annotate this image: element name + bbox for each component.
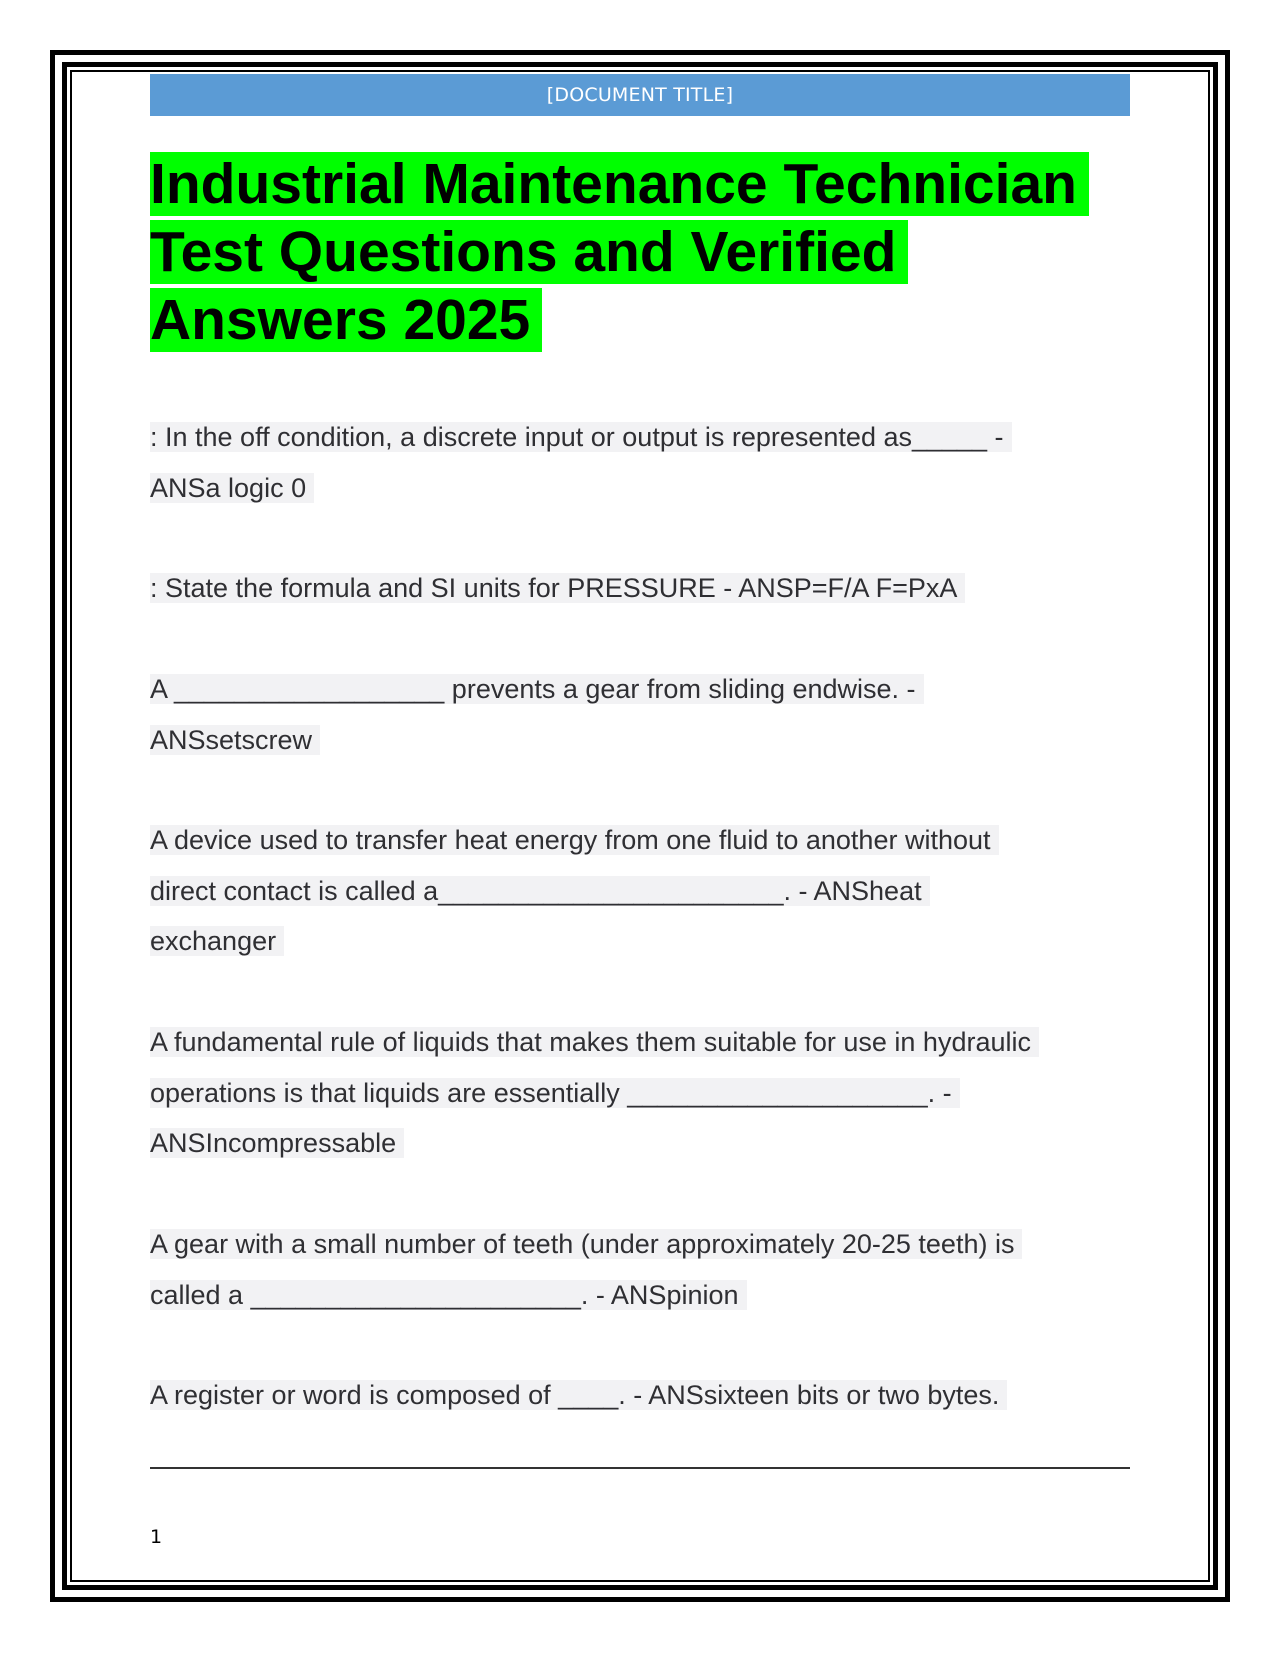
qa-item-3 [150,664,1140,765]
document-title-header [150,74,1130,116]
qa-item-7 [150,1370,1140,1421]
qa-item-4-line-1: A device used to transfer heat energy from one fluid to another without [150,825,999,855]
qa-item-2 [150,563,1140,614]
qa-item-1-line-1: : In the off condition, a discrete input or output is represented as_____ - [150,422,1012,452]
qa-item-1 [150,412,1140,513]
title-line-1: Industrial Maintenance Technician [150,152,1089,216]
page-number: 1 [150,1526,163,1548]
qa-item-7-line-1: A register or word is composed of ____. - ANSsixteen bits or two bytes. [150,1380,1007,1410]
page-title [150,150,1140,354]
qa-item-6-line-2: called a ______________________. - ANSpinion [150,1280,747,1310]
qa-item-3-line-1: A __________________ prevents a gear from sliding endwise. - [150,674,924,704]
qa-item-6-line-1: A gear with a small number of teeth (under approximately 20-25 teeth) is [150,1229,1022,1259]
qa-item-4 [150,815,1140,967]
qa-item-5-line-1: A fundamental rule of liquids that makes them suitable for use in hydraulic [150,1027,1039,1057]
title-line-3: Answers 2025 [150,288,542,352]
title-line-2: Test Questions and Verified [150,220,908,284]
qa-item-3-line-2: ANSsetscrew [150,725,320,755]
qa-item-5-line-2: operations is that liquids are essentially ____________________. - [150,1078,960,1108]
qa-item-5 [150,1017,1140,1169]
document-title-text: [DOCUMENT TITLE] [546,84,734,106]
qa-item-5-line-3: ANSIncompressable [150,1128,404,1158]
qa-item-4-line-2: direct contact is called a_______________________. - ANSheat [150,876,930,906]
footer-rule [150,1467,1130,1469]
qa-item-2-line-1: : State the formula and SI units for PRESSURE - ANSP=F/A F=PxA [150,573,965,603]
qa-item-4-line-3: exchanger [150,926,284,956]
qa-item-6 [150,1219,1140,1320]
qa-item-1-line-2: ANSa logic 0 [150,473,314,503]
